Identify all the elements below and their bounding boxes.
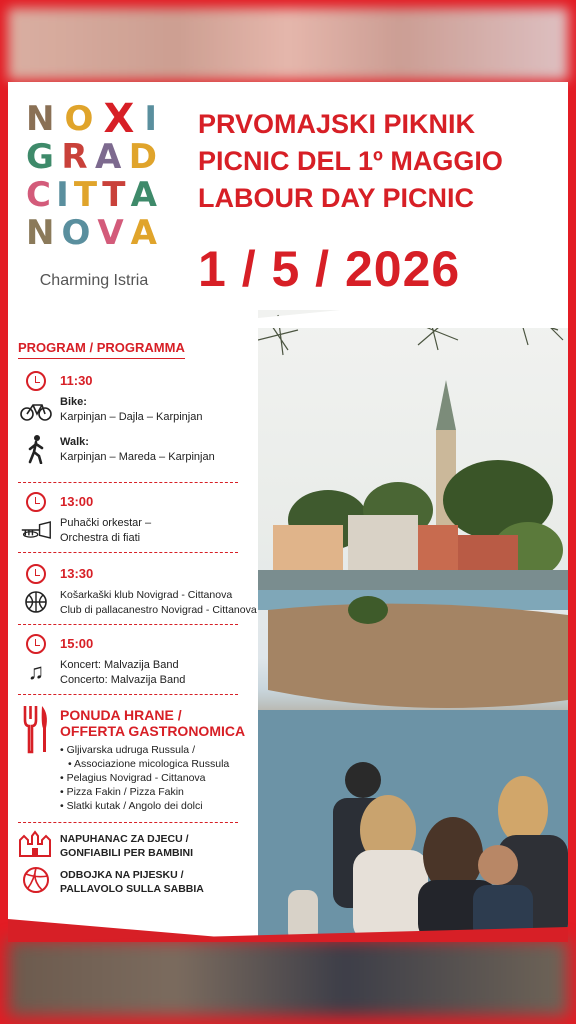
divider [18,822,238,823]
bicycle-icon [20,397,52,425]
music-note-icon: ♫ [27,659,45,684]
food-title-italian: OFFERTA GASTRONOMICA [60,723,246,739]
food-list [60,743,229,813]
volleyball-icon [22,866,50,899]
blurred-background-top [8,8,568,80]
list-item: • Slatki kutak / Angolo dei dolci [60,799,229,813]
divider [18,624,238,625]
clock-icon [20,367,52,395]
event-time: 11:30 [60,373,93,388]
event-time: 13:30 [60,566,94,581]
title-english: LABOUR DAY PICNIC [198,183,475,213]
tagline: Charming Istria [39,272,149,289]
list-item: • Pizza Fakin / Pizza Fakin [60,785,229,799]
bottom-red-band [8,897,568,942]
event-time: 13:00 [60,494,94,509]
basketball-icon [20,588,52,616]
extra-line2: PALLAVOLO SULLA SABBIA [60,883,204,895]
poster-card [8,82,568,942]
extra-line1: ODBOJKA NA PIJESKU / [60,869,184,881]
event-line1: Puhački orkestar – [60,517,152,529]
event-line2: Orchestra di fiati [60,532,141,544]
clock-icon [20,488,52,516]
food-title-croatian: PONUDA HRANE / [60,707,182,723]
cutlery-icon [22,704,50,759]
diagonal-divider [8,288,568,328]
title-italian: PICNIC DEL 1º MAGGIO [198,146,503,176]
program-heading: PROGRAM / PROGRAMMA [18,340,185,359]
event-line2: Club di pallacanestro Novigrad - Cittanova [60,604,257,616]
clock-icon [20,560,52,588]
divider [18,552,238,553]
logo-row-1: N O X I [26,96,156,142]
divider [18,694,238,695]
extra-line1: NAPUHANAC ZA DJECU / [60,833,189,845]
walking-icon [20,435,52,463]
list-item: • Pelagius Novigrad - Cittanova [60,771,229,785]
bouncy-castle-icon [18,830,52,863]
clock-icon [20,630,52,658]
walk-label: Walk: [60,436,89,448]
trumpet-icon [20,516,52,544]
title-croatian: PRVOMAJSKI PIKNIK [198,109,476,139]
list-item: • Gljivarska udruga Russula / [60,743,229,757]
list-item: • Associazione micologica Russula [60,757,229,771]
logo-row-3: C I T T A [26,175,156,215]
event-line1: Košarkaški klub Novigrad - Cittanova [60,589,233,601]
bike-route: Karpinjan – Dajla – Karpinjan [60,411,203,423]
event-line2: Concerto: Malvazija Band [60,674,186,686]
bouncy-castle-text [60,832,193,860]
novigrad-cittanova-logo [26,96,156,253]
event-date: 1 / 5 / 2026 [198,241,461,297]
divider [18,482,238,483]
volleyball-text [60,868,204,896]
food-title [60,707,245,739]
blurred-background-bottom [8,940,568,1016]
logo-row-2: G R A D [26,137,156,177]
novigrad-photo [258,310,568,942]
event-time: 15:00 [60,636,94,651]
event-line1: Koncert: Malvazija Band [60,659,179,671]
event-titles [198,106,503,217]
logo-row-4: N O V A [26,213,156,253]
bike-label: Bike: [60,396,87,408]
extra-line2: GONFIABILI PER BAMBINI [60,847,193,859]
walk-route: Karpinjan – Mareda – Karpinjan [60,451,215,463]
